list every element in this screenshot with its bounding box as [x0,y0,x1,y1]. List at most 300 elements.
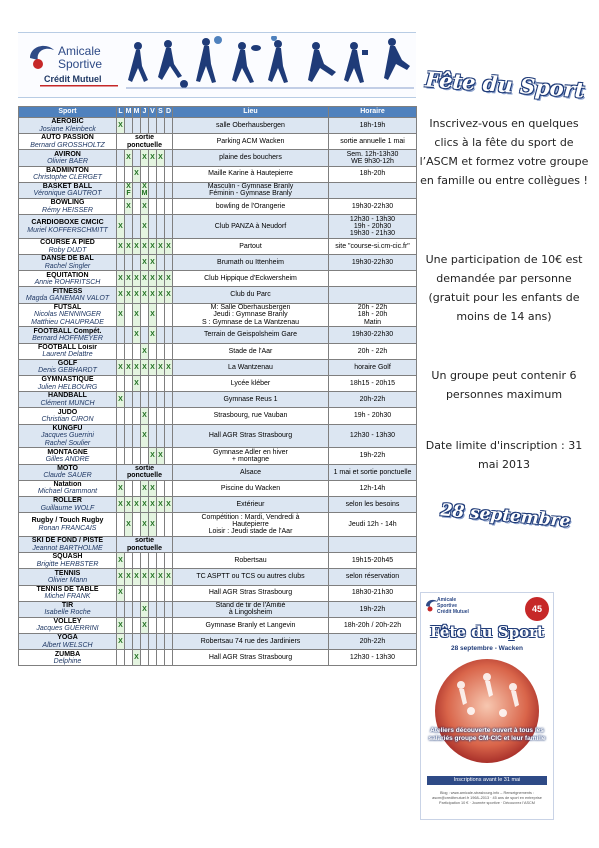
day-cell [125,182,133,198]
sport-cell [19,448,117,464]
horaire-line: 20h-22h [359,637,386,645]
day-cell [165,585,173,601]
day-cell [125,650,133,666]
day-cell: X [165,271,173,287]
day-cell: X [117,392,125,408]
table-row [19,327,417,343]
day-cell [149,601,157,617]
sport-contact: Rachel Singler [44,262,91,270]
lieu-line: Hautepierre [232,520,269,528]
sport-cell [19,134,117,150]
sport-contact: Rachel Soulier [44,439,91,447]
sport-cell [19,585,117,601]
poster-logo-line2: Sportive [437,603,458,609]
day-cell [125,408,133,424]
day-cell [117,255,125,271]
day-cell: X [133,303,141,327]
day-cell: X [141,601,149,617]
horaire-cell [329,271,417,287]
table-row [19,343,417,359]
day-cell: X [133,650,141,666]
day-cell [157,553,165,569]
lieu-line: Compétition : Mardi, Vendredi à [201,513,300,521]
day-cell: X [149,271,157,287]
day-cell [165,601,173,617]
lieu-cell [173,238,329,254]
day-cell: X [157,238,165,254]
day-cell: X [141,617,149,633]
day-cell: X [165,569,173,585]
table-row [19,601,417,617]
athletes-silhouettes [126,36,414,96]
day-cell: X [125,359,133,375]
table-row [19,376,417,392]
day-cell: X [141,359,149,375]
logo-line2: Sportive [58,57,103,71]
horaire-cell [329,255,417,271]
sport-contact: Bernard GROSSHOLTZ [30,141,105,149]
day-cell: X [149,255,157,271]
poster-logo-brand: Crédit Mutuel [437,609,469,615]
day-cell [117,424,125,448]
horaire-line: 12h30 - 13h30 [349,432,396,440]
lieu-line: + montagne [231,455,270,463]
day-cell [157,255,165,271]
lieu-line: Robertsau 74 rue des Jardiniers [200,637,301,645]
day-cell [133,343,141,359]
lieu-line: Club du Parc [230,291,271,299]
day-cell [149,166,157,182]
sport-name: BOWLING [50,199,85,207]
day-cell: X [165,496,173,512]
poster-figure-icon [509,683,517,691]
day-cell: X [125,287,133,303]
day-cell: X [133,287,141,303]
sport-contact: Michael Grammont [37,488,98,496]
day-cell [149,553,157,569]
sport-contact: Muriel KOFFERSCHMITT [27,226,108,234]
day-cell [125,480,133,496]
day-cell: X [165,359,173,375]
lieu-line: Loisir : Jeudi stade de l'Aar [208,528,293,536]
day-cell [125,617,133,633]
horaire-line: Matin [363,318,382,326]
sport-contact: Clément MUNCH [40,399,95,407]
horaire-line: 19h - 20h30 [353,222,392,230]
lieu-line: Robertsau [234,557,267,565]
day-cell: X [117,215,125,239]
runner-icon [128,42,148,82]
header-day: J [141,107,149,118]
ponctuelle-cell: sortie ponctuelle [117,536,173,552]
horaire-line: WE 9h30-12h [351,157,394,165]
sport-contact: Josiane Kleinbeck [39,125,96,133]
horaire-line: 18h30-21h30 [351,589,394,597]
horaire-cell [329,424,417,448]
lieu-line: plaine des bouchers [219,154,282,162]
intro-text: Inscrivez-vous en quelques clics à la fête du sport de l’ASCM et formez votre groupe en famille ou entre collègues ! [419,117,589,187]
table-row [19,134,417,150]
sport-name: BASKET BALL [42,183,93,190]
day-cell [141,327,149,343]
group-size-text: Un groupe peut contenir 6 personnes maximum [431,369,577,401]
sport-contact: Albert WELSCH [42,641,93,649]
day-cell [133,424,141,448]
day-cell [157,303,165,327]
participation-text: Une participation de 10€ est demandée par personne (gratuit pour les enfants de moins de 14 ans) [425,253,583,323]
lieu-cell [173,650,329,666]
day-mark: F [126,190,131,198]
sport-cell [19,392,117,408]
sport-contact: Jacques GUERRINI [36,625,99,633]
activities-table [18,106,417,666]
horaire-line: sortie annuelle 1 mai [340,138,405,146]
lieu-line: La Wantzenau [228,363,273,371]
lieu-cell [173,359,329,375]
horaire-line: 19h30 - 21h30 [349,230,396,238]
lieu-line: Maille Karine à Hautepierre [208,170,293,178]
sport-cell [19,238,117,254]
lieu-cell [173,634,329,650]
horaire-cell [329,569,417,585]
sport-cell [19,271,117,287]
horaire-cell [329,166,417,182]
lieu-line: Jeudi : Gymnase Branly [213,311,288,319]
day-cell [125,118,133,134]
footballer-icon [158,40,188,88]
day-mark: M [141,190,148,198]
poster-footer-text: Blog : www.amicale-strasbourg.info – Renseignements : ascm@creditmutuel.fr 1968–2013 · 45 ans de sport en entreprise Participation 10 € · Journée sportive · Découvrez l'ASCM [432,791,542,805]
day-cell [133,513,141,537]
day-cell [125,424,133,448]
day-cell [165,424,173,448]
lieu-cell [173,182,329,198]
table-row [19,255,417,271]
table-row [19,569,417,585]
day-cell [125,166,133,182]
day-mark: X [126,183,131,190]
day-cell: X [133,376,141,392]
horaire-line: 19h - 20h30 [353,412,392,420]
day-cell: X [157,569,165,585]
sport-name: AUTO PASSION [41,134,94,142]
horaire-cell [329,134,417,150]
sport-contact: Guillaume WOLF [40,504,95,512]
lieu-cell [173,617,329,633]
table-row [19,585,417,601]
day-cell [157,601,165,617]
sport-name: EQUITATION [46,271,89,279]
sport-contact: Christian CIRON [41,416,94,423]
day-cell [149,182,157,198]
table-row [19,303,417,327]
day-cell [125,634,133,650]
sport-cell [19,215,117,239]
day-cell [165,650,173,666]
sport-name: GYMNASTIQUE [41,376,94,384]
horaire-line: 12h30 - 13h30 [349,215,396,223]
lieu-cell [173,585,329,601]
table-row [19,480,417,496]
sport-name: TIR [61,601,74,609]
day-cell [165,150,173,166]
sport-contact: Olivier Mann [47,576,88,584]
day-cell [157,480,165,496]
day-cell [149,118,157,134]
lieu-line: M: Salle Oberhausbergen [210,304,291,312]
sport-contact: Christophe CLERGET [33,174,102,182]
lieu-line: Partout [239,242,262,250]
horaire-cell [329,238,417,254]
day-cell: X [117,634,125,650]
day-cell [165,166,173,182]
lieu-cell [173,166,329,182]
day-cell: X [117,303,125,327]
day-cell: X [125,198,133,214]
poster-sports-circle [431,655,543,767]
header-lieu: Lieu [173,107,329,118]
lieu-line: à Lingolsheim [228,609,273,617]
sport-cell [19,650,117,666]
poster-registration-band: Inscriptions avant le 31 mai [427,776,547,785]
day-cell [157,215,165,239]
sport-contact: Magda GANEMAN VALOT [25,295,110,303]
sport-name: FITNESS [52,287,83,295]
poster-logo-line1: Amicale [437,597,457,603]
sport-contact: Roby DUDT [48,246,87,254]
lieu-cell [173,496,329,512]
sport-cell [19,182,117,198]
day-cell: X [165,238,173,254]
day-cell: X [141,150,149,166]
lieu-line: Hall AGR Stras Strasbourg [208,589,293,597]
day-cell [125,392,133,408]
sport-name: FUTSAL [53,304,82,312]
day-cell [157,118,165,134]
sport-name: SQUASH [52,553,83,561]
lieu-cell [173,271,329,287]
day-cell [133,480,141,496]
tennis-player-icon [232,42,261,83]
day-cell [149,343,157,359]
lieu-line: Stade de l'Aar [228,347,273,355]
table-row [19,464,417,480]
day-cell [125,601,133,617]
day-cell: X [133,166,141,182]
sport-cell [19,198,117,214]
sport-cell [19,303,117,327]
day-cell: X [157,150,165,166]
sport-cell [19,118,117,134]
logo-brand: Crédit Mutuel [44,74,102,84]
sport-name: CARDIOBOXE CMCIC [31,219,104,227]
day-cell [149,408,157,424]
horaire-cell [329,464,417,480]
day-cell [165,480,173,496]
day-cell [117,182,125,198]
logo-underline [40,85,118,87]
day-cell: X [157,271,165,287]
table-row [19,617,417,633]
horaire-line: site "course-si.cm-cic.fr" [335,242,410,250]
day-cell [125,343,133,359]
sport-name: AEROBIC [51,118,84,126]
horaire-cell [329,303,417,327]
day-cell: X [141,287,149,303]
horaire-cell [329,617,417,633]
horaire-cell [329,198,417,214]
horaire-line: 12h-14h [359,484,386,492]
sport-name: ZUMBA [54,650,81,658]
sport-name: MONTAGNE [47,448,88,456]
sport-cell [19,634,117,650]
sport-cell [19,408,117,424]
day-cell [165,255,173,271]
day-cell: X [149,359,157,375]
sport-contact: Matthieu CHAUPRADE [31,318,104,326]
day-cell: X [125,513,133,537]
day-cell: X [117,553,125,569]
day-cell [165,392,173,408]
day-cell: X [141,424,149,448]
lieu-line: Féminin - Gymnase Branly [209,190,292,198]
sport-contact: Michel FRANK [44,593,91,601]
day-cell [133,408,141,424]
day-cell [125,585,133,601]
poster-ball-icon [428,607,433,612]
day-cell [149,650,157,666]
day-cell: X [157,496,165,512]
horaire-line: 12h30 - 13h30 [349,654,396,662]
lieu-cell [173,134,329,150]
sport-cell [19,255,117,271]
day-cell [133,150,141,166]
logo-ball-icon [33,59,43,69]
day-cell [157,424,165,448]
horaire-cell [329,150,417,166]
day-cell: X [157,359,165,375]
day-cell: X [125,496,133,512]
horaire-cell [329,448,417,464]
day-cell [117,513,125,537]
sport-name: VOLLEY [53,618,82,626]
table-row [19,650,417,666]
day-cell [165,376,173,392]
table-row [19,215,417,239]
day-cell [133,617,141,633]
horaire-cell [329,359,417,375]
day-cell: X [149,480,157,496]
table-row [19,496,417,512]
day-cell: X [149,150,157,166]
day-cell [125,303,133,327]
sport-contact: Isabelle Roche [44,609,91,617]
day-cell [125,327,133,343]
day-cell: X [141,496,149,512]
horaire-line: 18h15 - 20h15 [349,379,396,387]
day-cell [141,553,149,569]
logo-swoosh-icon [30,46,54,60]
lieu-line: Gymnase Branly et Langevin [205,621,296,629]
horaire-line: selon réservation [345,573,400,581]
lieu-line: S : Gymnase de La Wantzenau [201,318,299,326]
day-cell [165,118,173,134]
sport-contact: Denis GEBHARDT [38,367,97,375]
day-cell: X [133,271,141,287]
sport-name: BADMINTON [46,166,89,174]
day-cell: X [149,496,157,512]
table-row [19,182,417,198]
sport-cell [19,424,117,448]
day-cell: X [149,513,157,537]
horaire-cell [329,287,417,303]
table-row [19,424,417,448]
header-day: D [165,107,173,118]
horaire-line: 18h - 20h [357,311,388,319]
sport-contact: Julien HELBOURG [37,383,98,391]
day-cell [157,392,165,408]
lieu-line: Gymnase Reus 1 [223,396,278,404]
day-cell [133,601,141,617]
sport-cell [19,617,117,633]
lieu-cell [173,513,329,537]
day-cell [165,634,173,650]
sport-cell [19,569,117,585]
sport-cell [19,359,117,375]
day-cell [141,303,149,327]
horaire-line: 19h-22h [359,452,386,460]
lieu-line: Hall AGR Stras Strasbourg [208,654,293,662]
sport-contact: Claude SAUER [43,472,92,480]
header-day: V [149,107,157,118]
sport-cell [19,327,117,343]
horaire-cell [329,650,417,666]
day-cell: X [141,255,149,271]
table-row [19,513,417,537]
lieu-line: Gymnase Adler en hiver [213,448,288,456]
day-cell [149,424,157,448]
day-cell [117,601,125,617]
horaire-cell [329,118,417,134]
day-cell: X [117,617,125,633]
day-cell [133,448,141,464]
lieu-cell [173,392,329,408]
day-cell: X [117,238,125,254]
table-row [19,408,417,424]
day-cell: X [141,271,149,287]
day-cell [133,198,141,214]
lieu-cell [173,424,329,448]
day-cell [125,255,133,271]
table-row [19,238,417,254]
poster-title: Fête du Sport [430,623,544,641]
day-cell: X [117,496,125,512]
table-row [19,634,417,650]
horaire-cell [329,553,417,569]
horaire-cell [329,343,417,359]
day-cell [165,617,173,633]
horaire-line: Jeudi 12h - 14h [348,520,397,528]
day-cell [157,585,165,601]
day-cell [117,150,125,166]
table-row [19,271,417,287]
day-cell: X [141,513,149,537]
horaire-line: 20h-22h [359,396,386,404]
day-cell: X [149,303,157,327]
lieu-line: Alsace [239,468,261,476]
horaire-cell [329,408,417,424]
day-cell [157,634,165,650]
